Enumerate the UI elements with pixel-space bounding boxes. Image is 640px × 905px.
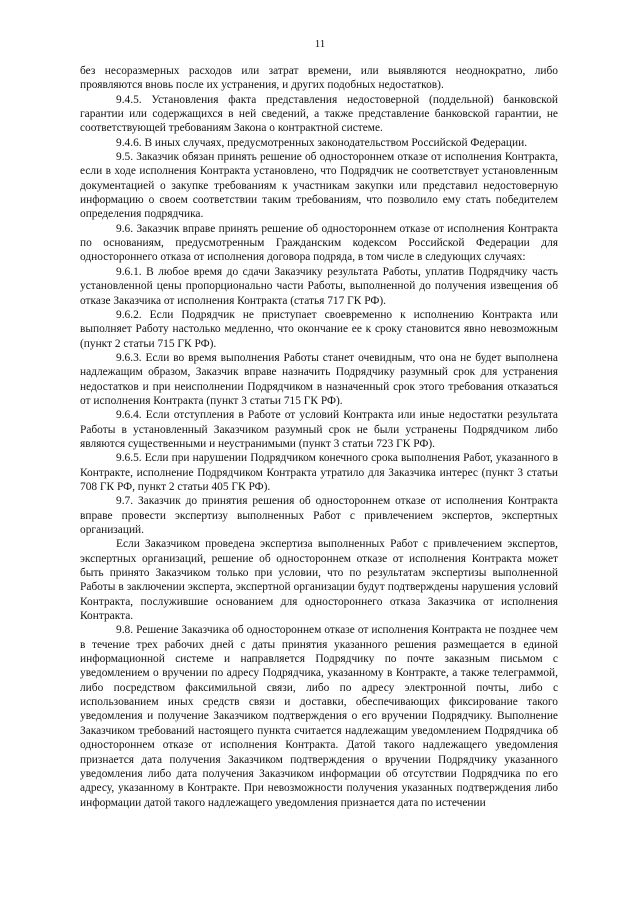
paragraph: 9.4.6. В иных случаях, предусмотренных законодательством Российской Федерации. — [116, 136, 528, 149]
paragraph: Если Заказчиком проведена экспертиза выполненных Работ с привлечением экспертов, экспертных организаций, решение об одностороннем отказе от исполнения Контракта может быть принято Заказчиком только при условии, что по результатам экспертизы выполненной Работы в заключении эксперта, экспертной организации будут подтверждены нарушения условий Контракта, послужившие основанием для одностороннего отказа Заказчика от исполнения Контракта. — [80, 538, 558, 623]
paragraph: 9.8. Решение Заказчика об одностороннем отказе от исполнения Контракта не позднее чем в течение трех рабочих дней с даты принятия указанного решения размещается в единой информационной системе и направляется Подрядчику по почте заказным письмом с уведомлением о вручении по адресу Подрядчика, указанному в Контракте, а также телеграммой, либо посредством факсимильной связи, либо по адресу электронной почты, либо с использованием иных средств связи и доставки, обеспечивающих фиксирование такого уведомления и получение Заказчиком подтверждения о его вручении Подрядчику. Выполнение Заказчиком требований настоящего пункта считается надлежащим уведомлением Подрядчика об одностороннем отказе от исполнения Контракта. Датой такого надлежащего уведомления признается дата получения Заказчиком подтверждения о вручении Подрядчику указанного уведомления либо дата получения Заказчиком информации об отсутствии Подрядчика по его адресу, указанному в Контракте. При невозможности получения указанных подтверждения либо информации датой такого надлежащего уведомления признается дата по истечении — [80, 624, 558, 809]
paragraph: 9.4.5. Установления факта представления недостоверной (поддельной) банковской гарантии или содержащихся в ней сведений, а также представление банковской гарантии, не соответствующей требованиям Закона о контрактной системе. — [80, 93, 558, 135]
paragraph: 9.6. Заказчик вправе принять решение об одностороннем отказе от исполнения Контракта по основаниям, предусмотренным Гражданским кодексом Российской Федерации для одностороннего отказа от исполнения договора подряда, в том числе в следующих случаях: — [80, 222, 558, 264]
document-body — [80, 64, 558, 810]
paragraph: 9.7. Заказчик до принятия решения об одностороннем отказе от исполнения Контракта вправе провести экспертизу выполненных Работ с привлечением экспертов, экспертных организаций. — [80, 495, 558, 536]
page-number: 11 — [314, 38, 326, 50]
paragraph: без несоразмерных расходов или затрат времени, или выявляются неоднократно, либо проявляются вновь после их устранения, и других подобных недостатков). — [80, 65, 558, 92]
paragraph: 9.6.4. Если отступления в Работе от условий Контракта или иные недостатки результата Работы в установленный Заказчиком разумный срок не были устранены Подрядчиком либо являются существенными и неустранимыми (пункт 3 статьи 723 ГК РФ). — [80, 409, 558, 450]
paragraph: 9.6.3. Если во время выполнения Работы станет очевидным, что она не будет выполнена надлежащим образом, Заказчик вправе назначить Подрядчику разумный срок для устранения недостатков и при неисполнении Подрядчиком в назначенный срок этого требования отказаться от исполнения Контракта (пункт 3 статьи 715 ГК РФ). — [80, 351, 558, 407]
paragraph: 9.6.1. В любое время до сдачи Заказчику результата Работы, уплатив Подрядчику часть установленной цены пропорционально части Работы, выполненной до получения извещения об отказе Заказчика от исполнения Контракта (статья 717 ГК РФ). — [80, 265, 558, 307]
paragraph: 9.6.2. Если Подрядчик не приступает своевременно к исполнению Контракта или выполняет Работу настолько медленно, что окончание ее к сроку становится явно невозможным (пункт 2 статьи 715 ГК РФ). — [80, 308, 558, 350]
paragraph: 9.6.5. Если при нарушении Подрядчиком конечного срока выполнения Работ, указанного в Контракте, исполнение Подрядчиком Контракта утратило для Заказчика интерес (пункт 3 статьи 708 ГК РФ, пункт 2 статьи 405 ГК РФ). — [80, 452, 558, 493]
paragraph: 9.5. Заказчик обязан принять решение об одностороннем отказе от исполнения Контракта, если в ходе исполнения Контракта установлено, что Подрядчик не соответствует установленным документацией о закупке требованиям к участникам закупки или представил недостоверную информацию о своем соответствии таким требованиям, что позволило ему стать победителем определения подрядчика. — [80, 151, 558, 221]
